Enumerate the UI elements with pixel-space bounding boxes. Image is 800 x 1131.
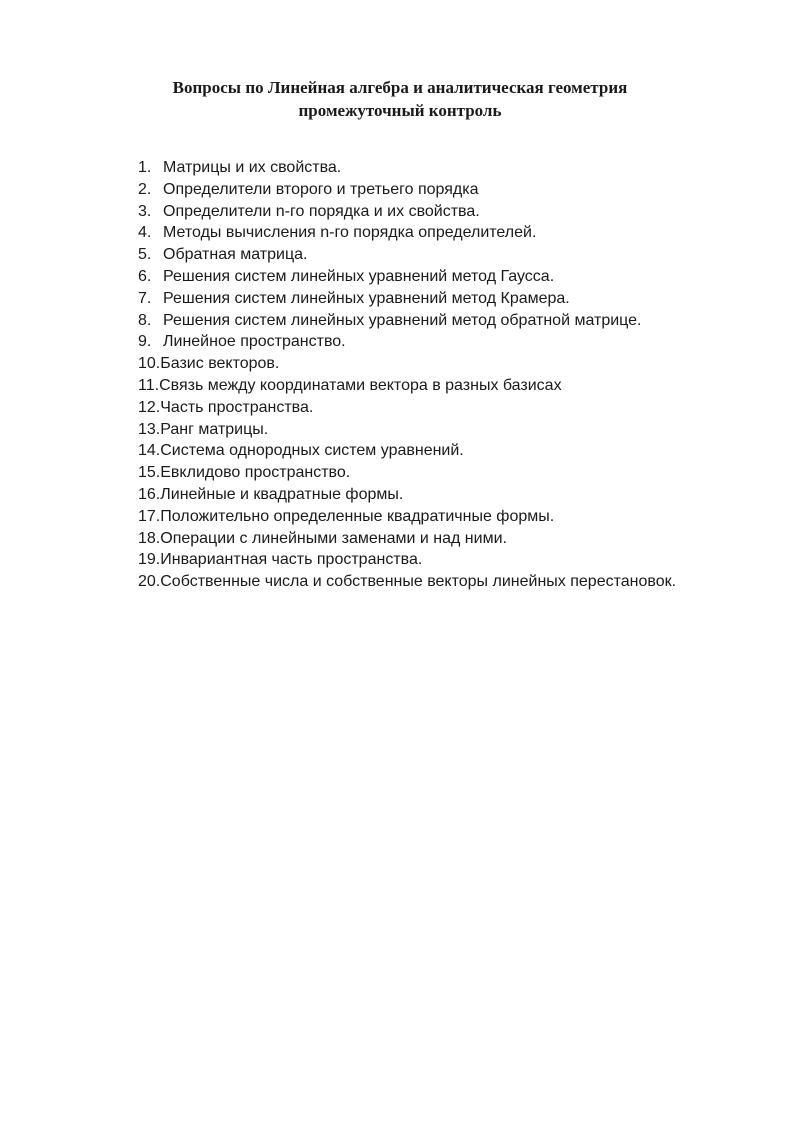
list-item	[138, 310, 778, 332]
item-text: Матрицы и их свойства.	[163, 159, 342, 176]
list-item	[138, 375, 778, 397]
item-number: 11.	[138, 376, 160, 394]
item-text: Решения систем линейных уравнений метод Гаусса.	[163, 267, 555, 285]
item-number: 5.	[138, 246, 152, 264]
item-number: 18.	[138, 529, 161, 547]
questions-list	[138, 157, 778, 593]
item-text: Методы вычисления n-го порядка определителей.	[163, 224, 537, 242]
list-item	[138, 571, 778, 593]
list-item	[138, 462, 778, 484]
title-line-2: промежуточный контроль	[298, 101, 502, 120]
item-number: 9.	[138, 333, 152, 351]
item-text: Евклидово пространство.	[160, 464, 351, 482]
list-item	[138, 440, 778, 462]
list-item	[138, 353, 778, 375]
page-title	[0, 76, 800, 122]
item-text: Инвариантная часть пространства.	[160, 551, 423, 569]
list-item	[138, 222, 778, 244]
item-text: Обратная матрица.	[163, 246, 308, 264]
list-item	[138, 157, 778, 179]
item-text: Операции с линейными заменами и над ними.	[160, 529, 507, 547]
item-text: Решения систем линейных уравнений метод обратной матрице.	[163, 311, 642, 329]
item-number: 7.	[138, 289, 152, 307]
list-item	[138, 288, 778, 310]
item-number: 4.	[138, 224, 152, 242]
item-number: 14.	[138, 442, 161, 460]
list-item	[138, 331, 778, 353]
item-number: 8.	[138, 311, 152, 329]
list-item	[138, 179, 778, 201]
item-number: 2.	[138, 180, 152, 198]
item-text: Связь между координатами вектора в разных базисах	[159, 376, 562, 394]
item-text: Решения систем линейных уравнений метод Крамера.	[163, 289, 570, 307]
title-line-1: Вопросы по Линейная алгебра и аналитическая геометрия	[172, 78, 628, 97]
item-text: Базис векторов.	[160, 355, 280, 373]
item-number: 6.	[138, 267, 152, 285]
item-number: 16.	[138, 485, 161, 503]
list-item	[138, 528, 778, 550]
item-text: Линейные и квадратные формы.	[160, 485, 404, 503]
item-number: 19.	[138, 551, 161, 569]
item-number: 15.	[138, 464, 161, 482]
list-item	[138, 506, 778, 528]
item-number: 13.	[138, 420, 161, 438]
item-number: 3.	[138, 202, 152, 220]
list-item	[138, 244, 778, 266]
item-text: Линейное пространство.	[163, 333, 346, 351]
item-number: 20.	[138, 573, 161, 591]
item-text: Собственные числа и собственные векторы линейных перестановок.	[160, 573, 677, 591]
list-item	[138, 549, 778, 571]
list-item	[138, 419, 778, 441]
list-item	[138, 484, 778, 506]
list-item	[138, 266, 778, 288]
list-item	[138, 397, 778, 419]
item-text: Определители второго и третьего порядка	[163, 180, 479, 198]
item-text: Положительно определенные квадратичные формы.	[160, 507, 555, 525]
item-text: Определители n-го порядка и их свойства.	[163, 202, 480, 220]
item-number: 1.	[138, 159, 152, 176]
item-text: Ранг матрицы.	[160, 420, 269, 438]
list-item	[138, 201, 778, 223]
item-number: 12.	[138, 398, 161, 416]
item-number: 10.	[138, 355, 161, 373]
item-number: 17.	[138, 507, 161, 525]
item-text: Система однородных систем уравнений.	[160, 442, 464, 460]
item-text: Часть пространства.	[160, 398, 314, 416]
